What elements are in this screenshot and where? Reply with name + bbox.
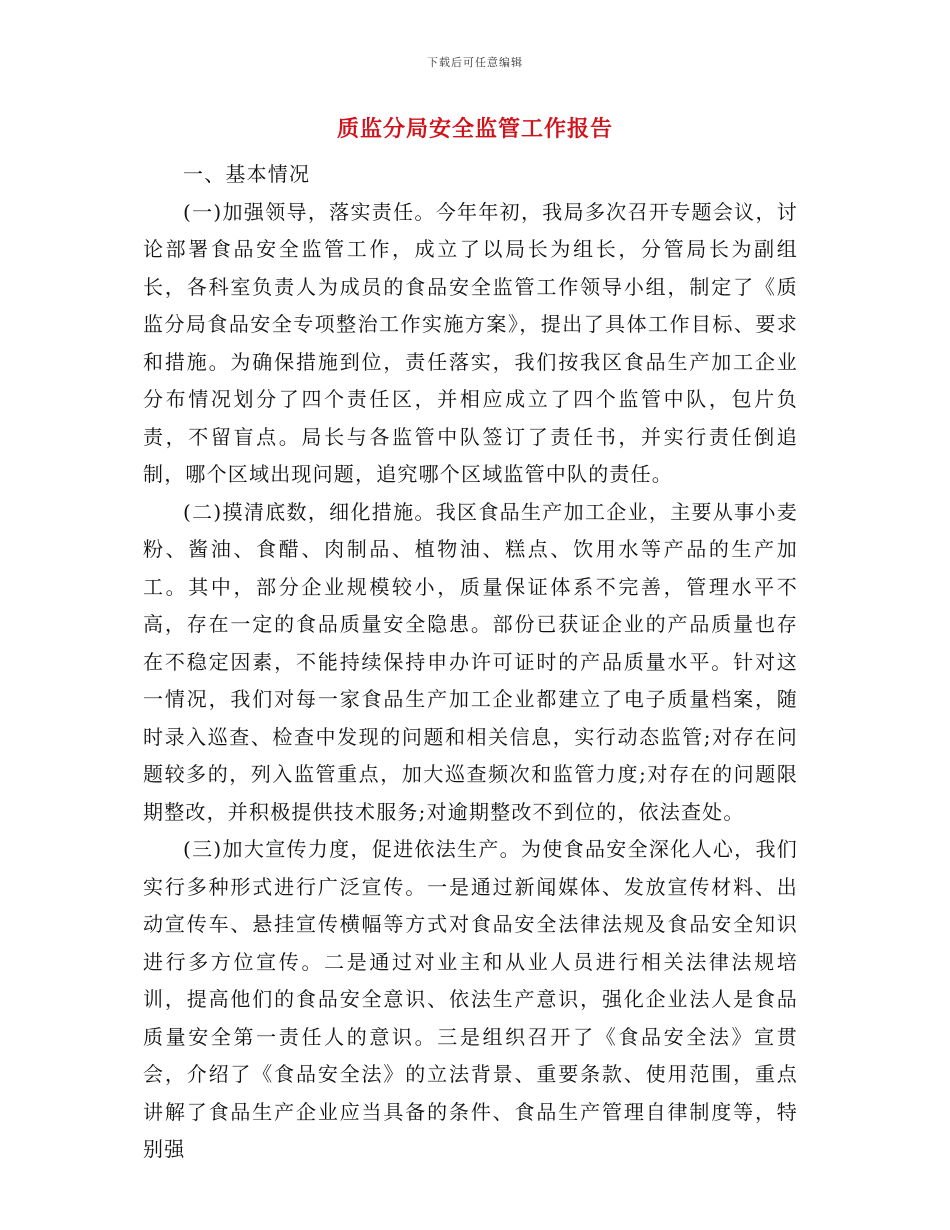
paragraph: (一)加强领导，落实责任。今年年初，我局多次召开专题会议，讨论部署食品安全监管工作，成立了以局长为组长，分管局长为副组长，各科室负责人为成员的食品安全监管工作领导小组，制定了《质监分局食品安全专项整治工作实施方案》，提出了具体工作目标、要求和措施。为确保措施到位，责任落实，我们按我区食品生产加工企业分布情况划分了四个责任区，并相应成立了四个监管中队，包片负责，不留盲点。局长与各监管中队签订了责任书，并实行责任倒追制，哪个区域出现问题，追究哪个区域监管中队的责任。 xyxy=(143,199,798,486)
paragraph: (三)加大宣传力度，促进依法生产。为使食品安全深化人心，我们实行多种形式进行广泛宣传。一是通过新闻媒体、发放宣传材料、出动宣传车、悬挂宣传横幅等方式对食品安全法律法规及食品安全知识进行多方位宣传。二是通过对业主和从业人员进行相关法律法规培训，提高他们的食品安全意识、依法生产意识，强化企业法人是食品质量安全第一责任人的意识。三是组织召开了《食品安全法》宣贯会，介绍了《食品安全法》的立法背景、重要条款、使用范围，重点讲解了食品生产企业应当具备的条件、食品生产管理自律制度等，特别强 xyxy=(143,837,798,1161)
section-heading: 一、基本情况 xyxy=(183,162,311,186)
document-body xyxy=(143,156,798,1169)
paragraph: (二)摸清底数，细化措施。我区食品生产加工企业，主要从事小麦粉、酱油、食醋、肉制品、植物油、糕点、饮用水等产品的生产加工。其中，部分企业规模较小，质量保证体系不完善，管理水平不高，存在一定的食品质量安全隐患。部份已获证企业的产品质量也存在不稳定因素，不能持续保持申办许可证时的产品质量水平。针对这一情况，我们对每一家食品生产加工企业都建立了电子质量档案，随时录入巡查、检查中发现的问题和相关信息，实行动态监管;对存在问题较多的，列入监管重点，加大巡查频次和监管力度;对存在的问题限期整改，并积极提供技术服务;对逾期整改不到位的，依法查处。 xyxy=(143,499,798,824)
document-title: 质监分局安全监管工作报告 xyxy=(336,116,613,142)
header-note: 下载后可任意编辑 xyxy=(427,56,523,69)
